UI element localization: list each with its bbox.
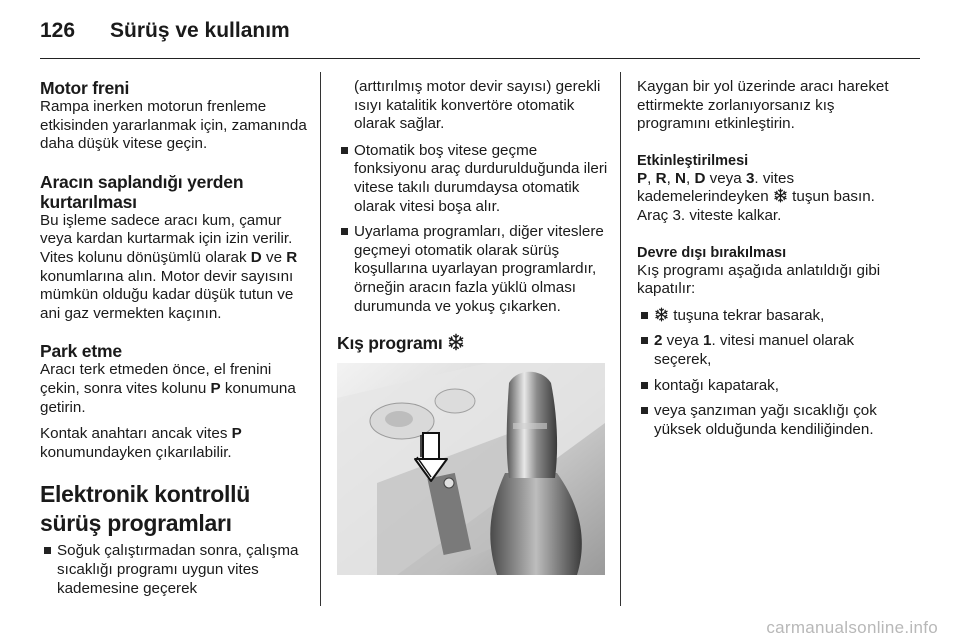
header-rule	[40, 58, 920, 59]
page-header	[40, 15, 920, 55]
kis-intro-text: Kaygan bir yol üzerinde aracı hareket ettirmekte zorlanıyorsanız kış programını etkinleştirin.	[637, 78, 889, 133]
etkinlestirilmesi-text: P, R, N, D veya 3. vites kademelerindeyken tuşun basın. Araç 3. viteste kalkar.	[637, 169, 875, 224]
column-divider-2	[620, 72, 621, 606]
kurtarilmasi-heading: Aracın saplandığı yerden kurtarılması	[40, 171, 244, 212]
motor-freni-text: Rampa inerken motorun frenleme etkisinden yararlanmak için, zamanında daha düşük vitese geçin.	[40, 98, 307, 153]
column-divider-1	[320, 72, 321, 606]
motor-freni-heading: Motor freni	[40, 78, 130, 98]
elektronik-heading: Elektronik kontrollü sürüş programları	[40, 481, 250, 537]
watermark: carmanualsonline.info	[766, 618, 938, 637]
devre-disi-list	[637, 307, 907, 440]
snowflake-icon	[773, 188, 788, 203]
chapter-title: Sürüş ve kullanım	[110, 19, 290, 42]
list-item: Uyarlama programları, diğer viteslere geçmeyi otomatik olarak sürüş koşullarına uyarlayan programlardır, örneğin aracın fazla yüklü olması durumunda ve yokuş çıkarken.	[337, 223, 609, 316]
devre-disi-heading: Devre dışı bırakılması	[637, 244, 787, 261]
snowflake-icon	[447, 333, 465, 351]
list-item: tuşuna tekrar basarak,	[637, 307, 907, 326]
gear-selector-photo	[337, 363, 605, 575]
park-etme-text: Aracı terk etmeden önce, el frenini çekin, sonra vites kolunu P konumuna getirin.	[40, 361, 296, 416]
column-3	[637, 78, 907, 446]
elektronik-list-continued	[337, 142, 609, 316]
list-item: kontağı kapatarak,	[637, 377, 907, 396]
kontak-text: Kontak anahtarı ancak vites P konumundayken çıkarılabilir.	[40, 425, 242, 461]
park-etme-heading: Park etme	[40, 341, 122, 362]
list-item: Soğuk çalıştırmadan sonra, çalışma sıcaklığı programı uygun vites kademesine geçerek	[40, 542, 308, 598]
elektronik-list	[40, 542, 308, 598]
list-item: 2 veya 1. vitesi manuel olarak seçerek,	[637, 332, 907, 369]
list-item: Otomatik boş vitese geçme fonksiyonu araç durdurulduğunda ileri vitese takılı durumdaysa otomatik olarak vitesi boşa alır.	[337, 142, 609, 216]
page-number: 126	[40, 19, 76, 42]
elektronik-bullet-continuation: (arttırılmış motor devir sayısı) gerekli ısıyı katalitik konvertöre otomatik olarak sağlar.	[354, 78, 601, 133]
etkinlestirilmesi-heading: Etkinleştirilmesi	[637, 152, 749, 169]
snowflake-icon	[654, 307, 669, 322]
column-2	[337, 78, 609, 575]
column-1	[40, 78, 308, 605]
kis-programi-heading: Kış programı	[337, 333, 609, 353]
kurtarilmasi-text: Bu işleme sadece aracı kum, çamur veya kardan kurtarmak için izin verilir. Vites kolunu dönüşümlü olarak D ve R konumlarına alın. Motor devir sayısını mümkün olduğu kadar düşük tutun ve ani gaz vermekten kaçının.	[40, 211, 298, 322]
devre-disi-text: Kış programı aşağıda anlatıldığı gibi kapatılır:	[637, 261, 881, 298]
list-item: veya şanzıman yağı sıcaklığı çok yüksek olduğunda kendiliğinden.	[637, 402, 907, 439]
